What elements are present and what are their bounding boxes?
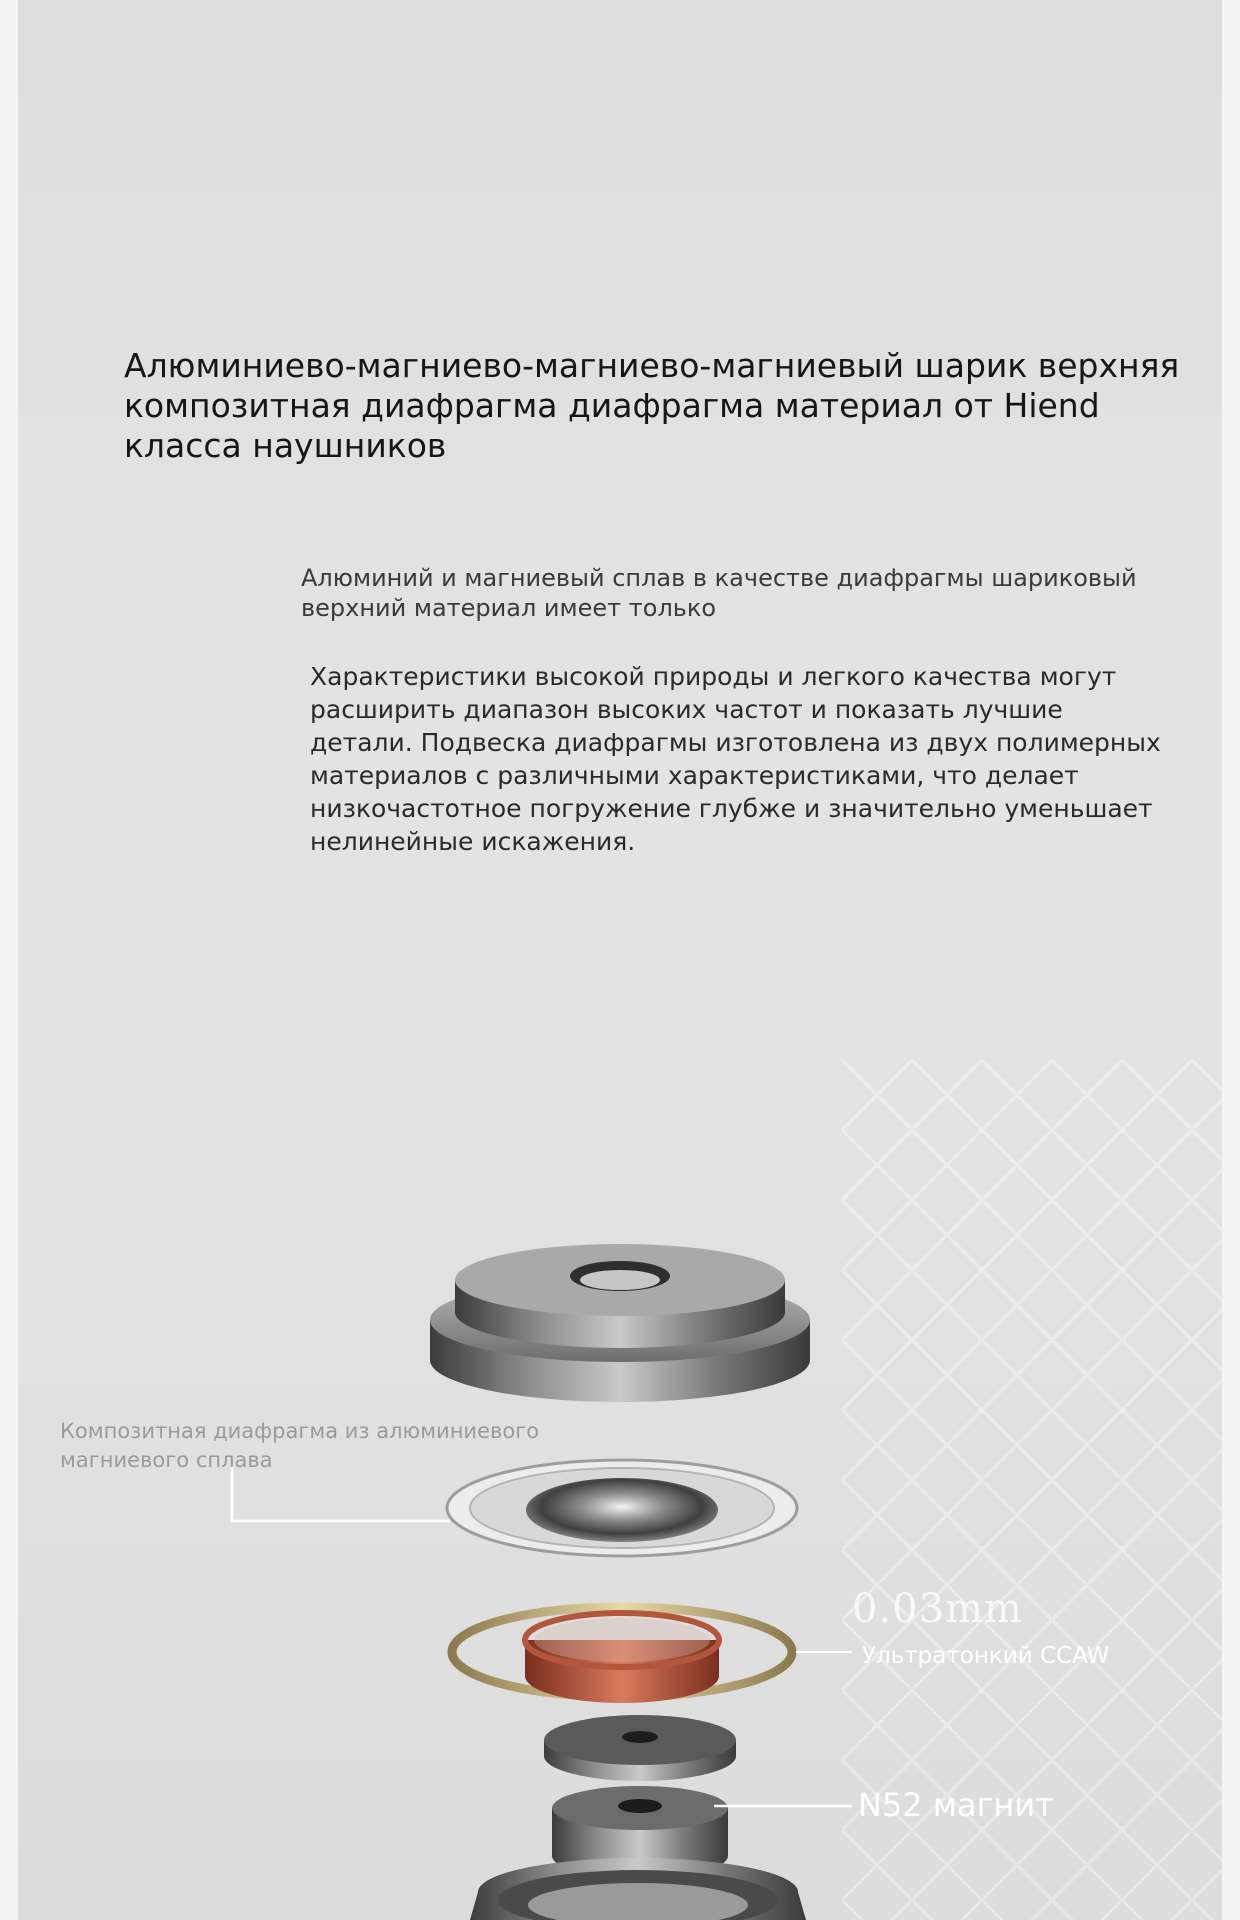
diaphragm-label: Композитная диафрагма из алюминиевого магниевого сплава xyxy=(60,1419,540,1472)
magnet-label: N52 магнит xyxy=(858,1786,1054,1824)
driver-exploded-illustration xyxy=(18,0,1222,1920)
description-text: Характеристики высокой природы и легкого качества могут расширить диапазон высоких частот и показать лучшие детали. Подвеска диафрагмы изготовлена из двух полимерных материалов с различными характеристиками, что делает низкочастотное погружение глубже и значительно уменьшает нелинейные искажения. xyxy=(310,662,1161,856)
headline: Алюминиево-магниево-магниево-магниевый шарик верхняя композитная диафрагма диафрагма материал от Hiend класса наушников xyxy=(124,346,1180,465)
thickness-label: 0.03mm xyxy=(852,1586,1023,1632)
subtitle: Алюминий и магниевый сплав в качестве диафрагмы шариковый верхний материал имеет только xyxy=(301,564,1137,622)
top-cap xyxy=(430,1244,810,1402)
pole-plate xyxy=(544,1715,736,1781)
coil-label: Ультратонкий CCAW xyxy=(862,1643,1110,1669)
product-page xyxy=(18,0,1222,1920)
base-cup xyxy=(470,1858,806,1920)
voice-coil xyxy=(452,1607,792,1703)
